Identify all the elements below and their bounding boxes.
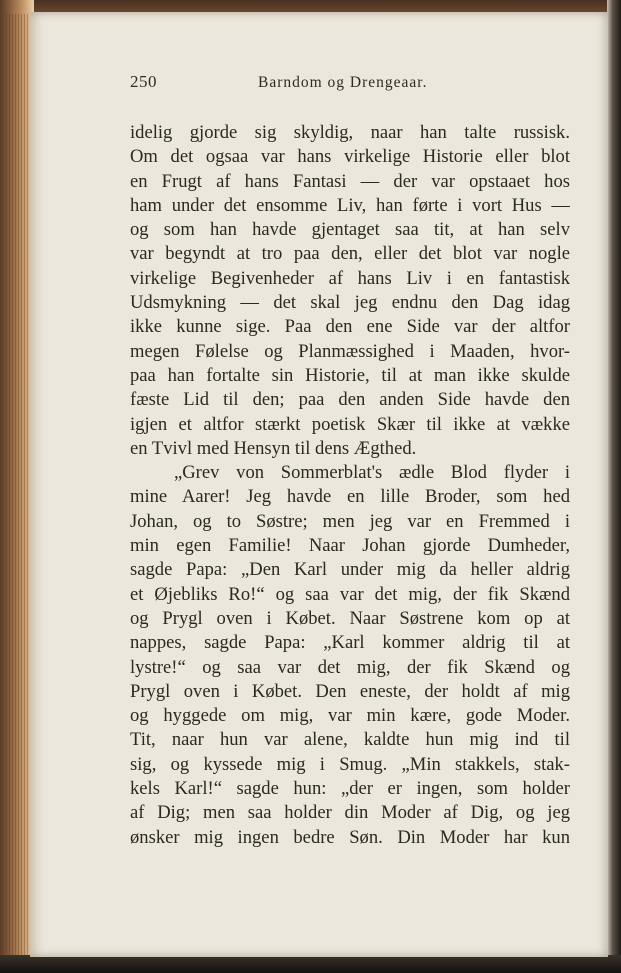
text-line: Johan, og to Søstre; men jeg var en Fremmed i <box>130 510 570 532</box>
text-line: paa han fortalte sin Historie, til at man ikke skulde <box>130 364 570 386</box>
page-number: 250 <box>130 72 157 91</box>
book-spine <box>0 0 34 973</box>
running-title: Barndom og Drengeaar. <box>258 74 428 91</box>
book-right-edge <box>607 0 621 973</box>
text-line: ikke kunne sige. Paa den ene Side var der altfor <box>130 316 570 338</box>
text-line: en Tvivl med Hensyn til dens Ægthed. <box>130 437 417 459</box>
text-line: sig, og kyssede mig i Smug. „Min stakkels, stak- <box>130 753 570 775</box>
text-line: ønsker mig ingen bedre Søn. Din Moder har kun <box>130 826 570 848</box>
text-line: virkelige Begivenheder af hans Liv i en fantastisk <box>130 267 570 289</box>
page-header <box>130 72 578 102</box>
book-bottom-edge <box>0 955 621 973</box>
body-text <box>130 121 570 850</box>
text-line: sagde Papa: „Den Karl under mig da heller aldrig <box>130 559 570 581</box>
text-line: megen Følelse og Planmæssighed i Maaden, hvor- <box>130 340 570 362</box>
text-line: Udsmykning — det skal jeg endnu den Dag idag <box>130 292 570 314</box>
page-block-edges <box>6 14 30 959</box>
text-line: Om det ogsaa var hans virkelige Historie eller blot <box>130 146 570 168</box>
text-line: Prygl oven i Købet. Den eneste, der holdt af mig <box>130 680 570 702</box>
text-line: ham under det ensomme Liv, han førte i vort Hus — <box>130 194 570 216</box>
text-line: lystre!“ og saa var det mig, der fik Skænd og <box>130 656 570 678</box>
text-line: nappes, sagde Papa: „Karl kommer aldrig til at <box>130 632 570 654</box>
book-page <box>30 12 608 957</box>
text-line: og Prygl oven i Købet. Naar Søstrene kom op at <box>130 607 570 629</box>
text-line: fæste Lid til den; paa den anden Side havde den <box>130 389 570 411</box>
text-line: kels Karl!“ sagde hun: „der er ingen, som holder <box>130 778 570 800</box>
text-line: Tit, naar hun var alene, kaldte hun mig ind til <box>130 729 570 751</box>
text-line: mine Aarer! Jeg havde en lille Broder, som hed <box>130 486 570 508</box>
text-line: en Frugt af hans Fantasi — der var opstaaet hos <box>130 170 570 192</box>
text-line: og hyggede om mig, var min kære, gode Moder. <box>130 705 570 727</box>
text-line: „Grev von Sommerblat's ædle Blod flyder i <box>174 462 570 484</box>
text-line: af Dig; men saa holder din Moder af Dig, og jeg <box>130 802 570 824</box>
text-line: et Øjebliks Ro!“ og saa var det mig, der fik Skænd <box>130 583 570 605</box>
text-line: idelig gjorde sig skyldig, naar han talte russisk. <box>130 122 570 143</box>
text-line: var begyndt at tro paa den, eller det blot var nogle <box>130 243 570 265</box>
text-line: min egen Familie! Naar Johan gjorde Dumheder, <box>130 535 570 557</box>
text-line: og som han havde gjentaget saa tit, at han selv <box>130 219 570 241</box>
text-line: igjen et altfor stærkt poetisk Skær til ikke at vække <box>130 413 570 435</box>
